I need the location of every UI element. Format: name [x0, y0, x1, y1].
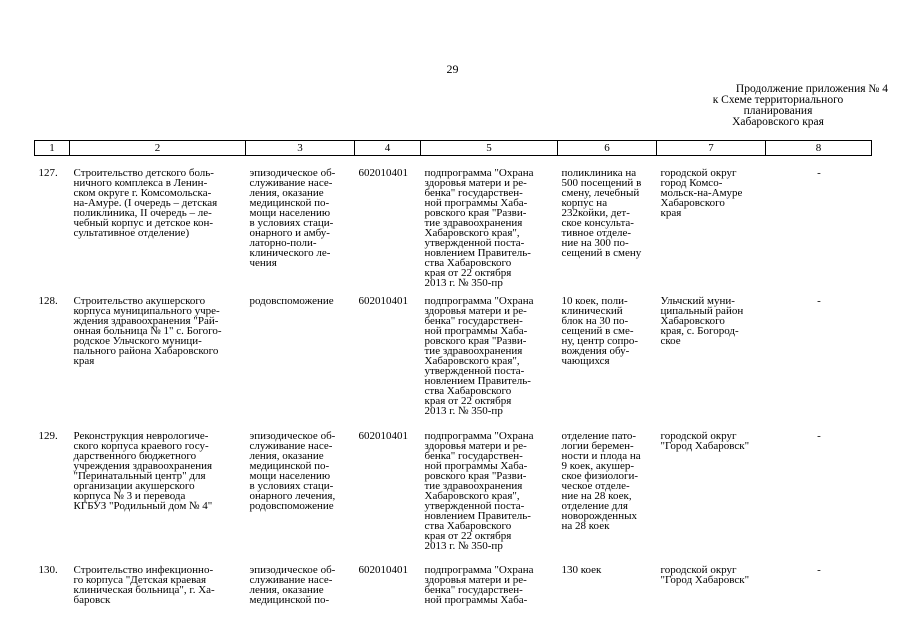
object-code: 602010401: [358, 563, 408, 576]
row-number: 128.: [38, 294, 58, 307]
object-name: Строительство инфекционно- го корпуса "Детская краевая клиническая больница", г. Ха- баровск: [73, 563, 215, 606]
table-row: [35, 292, 872, 427]
column-header: 3: [246, 141, 355, 156]
column-header: 8: [766, 141, 872, 156]
table-row: [35, 561, 872, 605]
program-basis: подпрограмма "Охрана здоровья матери и ре- бенка" государствен- ной программы Хаба- ровского края "Разви- тие здравоохранения Хабаровского края", утвержденной поста- новлением Правитель- ства Хабаровского края от 22 октября 2013 г. № 350-пр: [424, 294, 534, 417]
appendix-subtitle-line3: Хабаровского края: [732, 116, 824, 128]
object-location: городской округ город Комсо- мольск-на-Амуре Хабаровского края: [660, 167, 743, 219]
column-8-value: -: [817, 563, 821, 576]
column-header: 2: [70, 141, 246, 156]
objects-table: [34, 140, 872, 605]
row-number: 129.: [38, 429, 58, 442]
object-purpose: эпизодическое об- служивание насе- ления, оказание медицинской по- мощи населению в условиях стаци- онарного и амбу- латорно-поли- клинического ле- чения: [249, 167, 336, 269]
table-row: [35, 156, 872, 292]
program-basis: подпрограмма "Охрана здоровья матери и ре- бенка" государствен- ной программы Хаба- ровского края "Разви- тие здравоохранения Хабаровского края", утвержденной поста- новлением Правитель- ства Хабаровского края от 22 октября 2013 г. № 350-пр: [424, 429, 534, 552]
appendix-title: Продолжение приложения № 4: [735, 83, 888, 95]
column-header: 5: [421, 141, 558, 156]
object-name: Строительство детского боль- ничного комплекса в Ленин- ском округе г. Комсомольска- на-Амуре. (I очередь – детская поликлиника, II очередь – ле- чебный корпус и детское кон- сультативное отделение): [73, 167, 218, 239]
table-row: [35, 427, 872, 561]
row-number: 130.: [38, 563, 58, 576]
object-capacity: отделение пато- логии беремен- ности и плода на 9 коек, акушер- ское физиологи- ческое отделе- ние на 28 коек, отделение для новорожденных на 28 коек: [561, 429, 641, 532]
row-number: 127.: [38, 167, 58, 179]
column-header: 1: [35, 141, 70, 156]
object-purpose: эпизодическое об- служивание насе- ления, оказание медицинской по- мощи населению в условиях стаци- онарного лечения, родовспоможение: [249, 429, 336, 512]
object-name: Реконструкция неврологиче- ского корпуса краевого госу- дарственного бюджетного учреждения здравоохранения "Перинатальный центр" для организации акушерского корпуса № 3 и перевода КГБУЗ "Родильный дом № 4": [73, 429, 213, 512]
object-capacity: 130 коек: [561, 563, 602, 576]
object-code: 602010401: [358, 167, 408, 179]
program-basis: подпрограмма "Охрана здоровья матери и ре- бенка" государствен- ной программы Хаба- ровского края "Разви- тие здравоохранения Хабаровского края", утвержденной поста- новлением Правитель- ства Хабаровского края от 22 октября 2013 г. № 350-пр: [424, 167, 534, 289]
object-purpose: эпизодическое об- служивание насе- ления, оказание медицинской по-: [249, 563, 336, 606]
appendix-header: [660, 84, 896, 128]
column-header: 7: [657, 141, 766, 156]
column-header: 6: [558, 141, 657, 156]
object-capacity: 10 коек, поли- клинический блок на 30 по- сещений в сме- ну, центр сопро- вождения обу- чающихся: [561, 294, 639, 367]
object-location: Ульчский муни- ципальный район Хабаровского края, с. Богород- ское: [660, 294, 744, 347]
appendix-subtitle-line1: к Схеме территориального: [712, 94, 844, 106]
column-header: 4: [355, 141, 421, 156]
appendix-subtitle-line2: планирования: [743, 105, 813, 117]
program-basis: подпрограмма "Охрана здоровья матери и ре- бенка" государствен- ной программы Хаба-: [424, 563, 534, 606]
table-header-row: [35, 141, 872, 156]
page-number: 29: [446, 62, 459, 76]
column-8-value: -: [817, 429, 821, 442]
object-purpose: родовспоможение: [249, 294, 334, 307]
object-location: городской округ "Город Хабаровск": [660, 563, 750, 586]
column-8-value: -: [817, 294, 821, 307]
object-location: городской округ "Город Хабаровск": [660, 429, 750, 452]
object-name: Строительство акушерского корпуса муниципального учре- ждения здравоохранения "Рай- онная больница № 1" с. Богого- родское Ульчского муници- пального района Хабаровского края: [73, 294, 222, 367]
object-capacity: поликлиника на 500 посещений в смену, лечебный корпус на 232койки, дет- ское консульта- тивное отделе- ние на 300 по- сещений в смену: [561, 167, 642, 259]
object-code: 602010401: [358, 294, 408, 307]
object-code: 602010401: [358, 429, 408, 442]
column-8-value: -: [817, 167, 821, 179]
